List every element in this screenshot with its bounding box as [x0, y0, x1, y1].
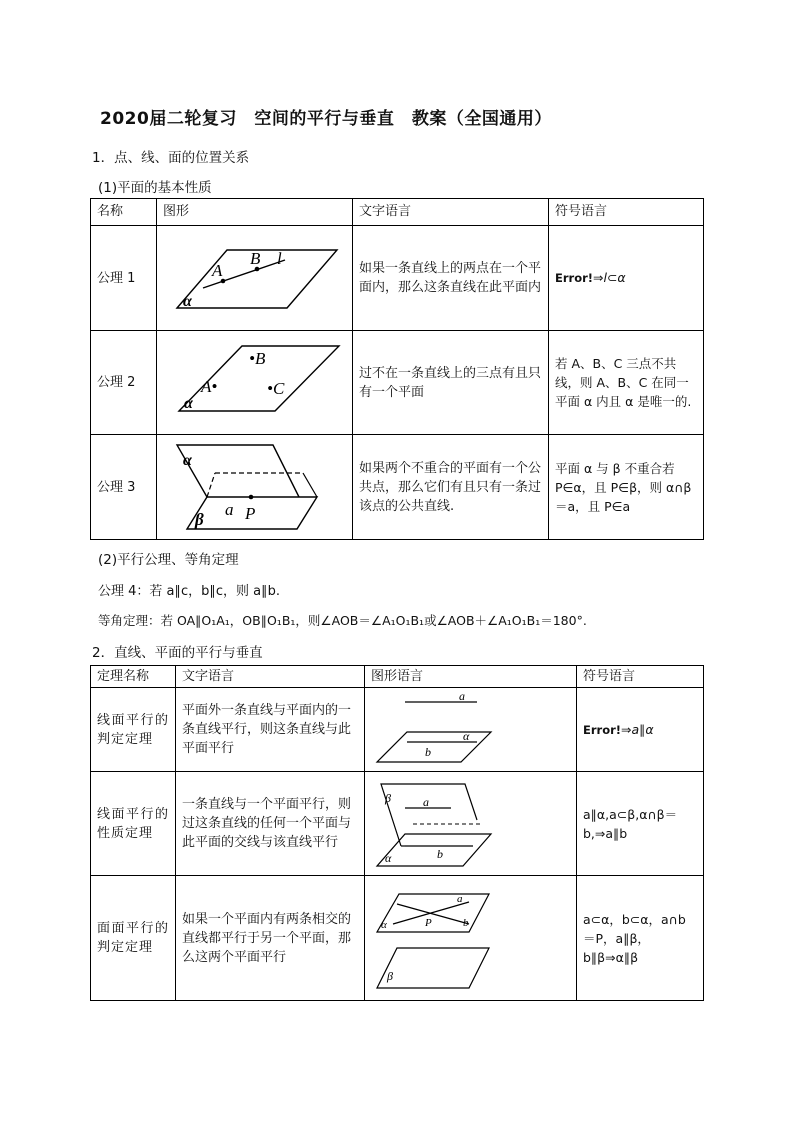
plane-alpha-label: α	[183, 452, 192, 469]
line-b-label: b	[425, 745, 431, 759]
point-b-label: B	[250, 249, 261, 268]
point-a-label: A	[212, 261, 223, 280]
plane-alpha-label: α	[183, 293, 192, 310]
point-c-label: •C	[267, 379, 285, 398]
column-header: 符号语言	[549, 199, 704, 226]
column-header: 图形语言	[365, 666, 577, 688]
line-b-label: b	[463, 917, 469, 929]
theorem-name: 线面平行的判定定理	[91, 688, 176, 772]
table-header-row	[91, 199, 704, 226]
plane-beta-label: β	[387, 969, 393, 983]
section1-heading: 1．点、线、面的位置关系	[92, 150, 250, 166]
parallel-perpendicular-table	[90, 665, 704, 1001]
axiom1-figure	[157, 226, 353, 331]
table-row	[91, 226, 704, 331]
page-title: 2020届二轮复习 空间的平行与垂直 教案（全国通用）	[100, 109, 552, 129]
axiom3-figure	[157, 435, 353, 540]
theorem-text: 如果一个平面内有两条相交的直线都平行于另一个平面，那么这两个平面平行	[176, 876, 365, 1001]
table-row	[91, 435, 704, 540]
theorem-text: 一条直线与一个平面平行，则过这条直线的任何一个平面与此平面的交线与该直线平行	[176, 772, 365, 876]
symbol-rest: ⇒l⊂α	[593, 270, 626, 285]
point-p-label: P	[425, 917, 432, 929]
theorem-name: 线面平行的性质定理	[91, 772, 176, 876]
plane-alpha-label: α	[463, 729, 470, 743]
line-a-label: a	[225, 500, 234, 519]
column-header: 文字语言	[176, 666, 365, 688]
column-header: 名称	[91, 199, 157, 226]
line-a-label: a	[459, 689, 465, 703]
plane-plane-parallel-criterion-figure	[365, 876, 577, 1001]
column-header: 图形	[157, 199, 353, 226]
row-text: 如果两个不重合的平面有一个公共点，那么它们有且只有一条过该点的公共直线.	[353, 435, 549, 540]
theorem-text: 平面外一条直线与平面内的一条直线平行，则这条直线与此平面平行	[176, 688, 365, 772]
error-marker: Error!	[583, 722, 622, 737]
row-name: 公理 2	[91, 331, 157, 435]
error-marker: Error!	[555, 271, 594, 285]
plane-beta-label: β	[195, 510, 204, 529]
plane-alpha-label: α	[184, 395, 193, 412]
section2-heading: 2．直线、平面的平行与垂直	[92, 645, 263, 661]
axiom2-figure	[157, 331, 353, 435]
point-b-label: •B	[249, 349, 266, 368]
table-row	[91, 688, 704, 772]
plane-alpha-label: α	[385, 851, 392, 865]
column-header: 符号语言	[577, 666, 704, 688]
point-a-label: A•	[201, 377, 218, 396]
axiom4-text: 公理 4：若 a∥c，b∥c，则 a∥b.	[98, 584, 281, 599]
plane-alpha-label: α	[381, 919, 387, 931]
line-a-label: a	[423, 795, 429, 809]
basic-properties-table	[90, 198, 704, 540]
point-p-label: P	[245, 504, 256, 523]
symbol-cell	[577, 688, 704, 772]
table-row	[91, 331, 704, 435]
table-row	[91, 772, 704, 876]
section1-sub2: (2)平行公理、等角定理	[98, 552, 239, 568]
column-header: 文字语言	[353, 199, 549, 226]
line-b-label: b	[437, 847, 443, 861]
row-symbol: 若 A、B、C 三点不共线，则 A、B、C 在同一平面 α 内且 α 是唯一的.	[549, 331, 704, 435]
column-header: 定理名称	[91, 666, 176, 688]
row-symbol	[549, 226, 704, 331]
symbol-cell: a⊂α，b⊂α，a∩b＝P，a∥β，b∥β⇒α∥β	[577, 876, 704, 1001]
line-a-label: a	[457, 893, 463, 905]
row-name: 公理 3	[91, 435, 157, 540]
table-header-row	[91, 666, 704, 688]
row-name: 公理 1	[91, 226, 157, 331]
section1-sub1: (1)平面的基本性质	[98, 180, 212, 196]
symbol-cell: a∥α,a⊂β,α∩β＝b,⇒a∥b	[577, 772, 704, 876]
row-text: 如果一条直线上的两点在一个平面内，那么这条直线在此平面内	[353, 226, 549, 331]
equal-angle-theorem: 等角定理：若 OA∥O₁A₁，OB∥O₁B₁，则∠AOB＝∠A₁O₁B₁或∠AOB＋∠A₁O₁B₁＝180°.	[98, 613, 587, 628]
theorem-name: 面面平行的判定定理	[91, 876, 176, 1001]
line-plane-parallel-property-figure	[365, 772, 577, 876]
plane-beta-label: β	[385, 791, 391, 805]
line-plane-parallel-criterion-figure	[365, 688, 577, 772]
line-l-label: l	[277, 249, 282, 268]
symbol-rest: ⇒a∥α	[621, 721, 654, 737]
table-row	[91, 876, 704, 1001]
row-text: 过不在一条直线上的三点有且只有一个平面	[353, 331, 549, 435]
row-symbol: 平面 α 与 β 不重合若 P∈α，且 P∈β，则 α∩β＝a，且 P∈a	[549, 435, 704, 540]
